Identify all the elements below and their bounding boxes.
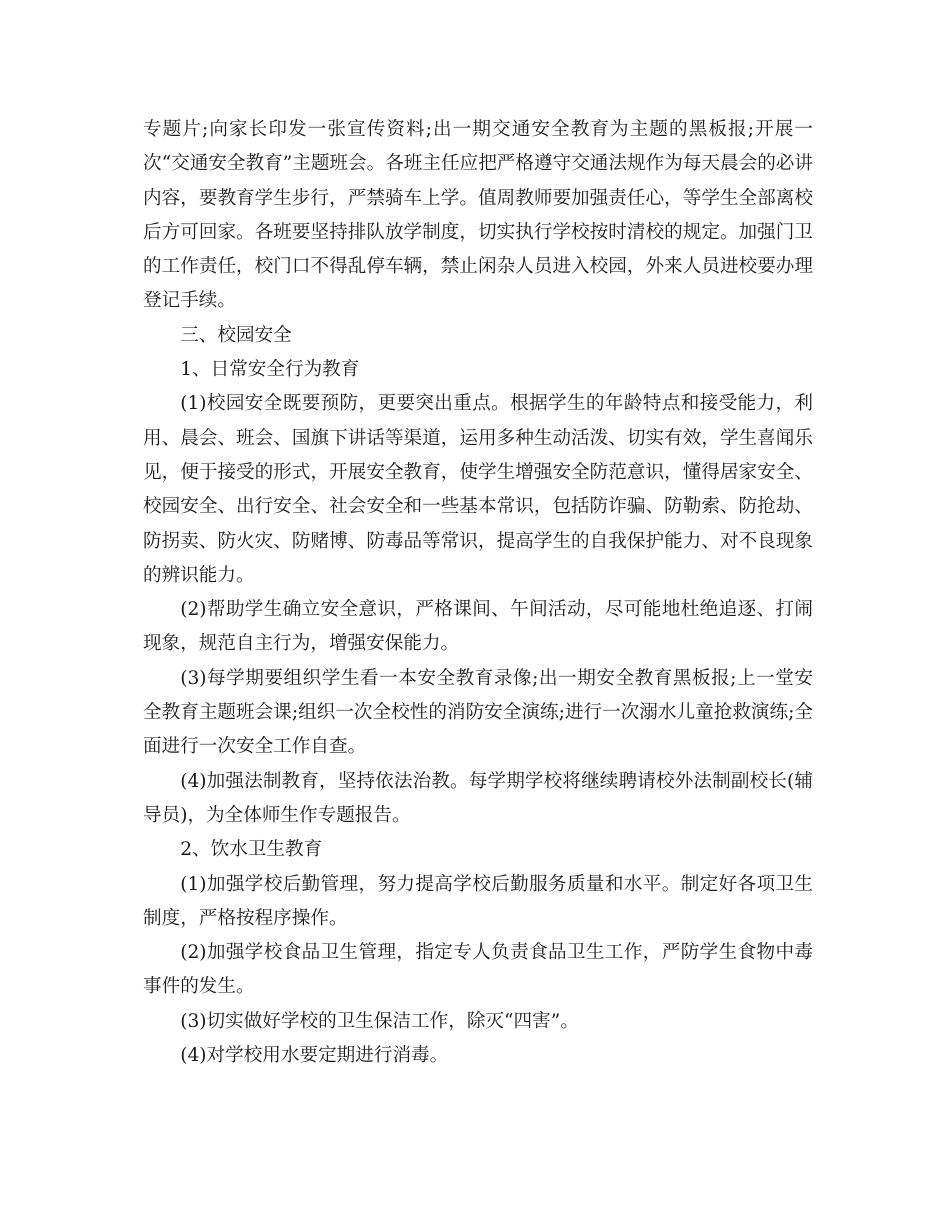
heading-campus-safety: 三、校园安全 bbox=[180, 324, 292, 346]
subheading-daily-safety-education: 1、日常安全行为教育 bbox=[180, 359, 360, 381]
paragraph-item-1: (1)校园安全既要预防，更要突出重点。根据学生的年龄特点和接受能力，利用、晨会、班会、国旗下讲话等渠道，运用多种生动活泼、切实有效，学生喜闻乐见，便于接受的形式，开展安全教育，使学生增强安全防范意识，懂得居家安全、校园安全、出行安全、社会安全和一些基本常识，包括防诈骗、防勒索、防抢劫、防拐卖、防火灾、防赌博、防毒品等常识，提高学生的自我保护能力、对不良现象的辨识能力。 bbox=[143, 393, 813, 586]
paragraph-hygiene-item-1: (1)加强学校后勤管理，努力提高学校后勤服务质量和水平。制定好各项卫生制度，严格按程序操作。 bbox=[143, 873, 813, 929]
subheading-water-hygiene-education: 2、饮水卫生教育 bbox=[180, 839, 323, 861]
paragraph-hygiene-item-3: (3)切实做好学校的卫生保洁工作，除灭“四害”。 bbox=[180, 1010, 579, 1032]
paragraph-item-3: (3)每学期要组织学生看一本安全教育录像;出一期安全教育黑板报;上一堂安全教育主题班会课;组织一次全校性的消防安全演练;进行一次溺水儿童抢救演练;全面进行一次安全工作自查。 bbox=[143, 667, 813, 758]
paragraph-item-4: (4)加强法制教育，坚持依法治教。每学期学校将继续聘请校外法制副校长(辅导员)，为全体师生作专题报告。 bbox=[143, 770, 813, 826]
paragraph-traffic-safety-continued: 专题片;向家长印发一张宣传资料;出一期交通安全教育为主题的黑板报;开展一次“交通安全教育”主题班会。各班主任应把严格遵守交通法规作为每天晨会的必讲内容，要教育学生步行，严禁骑车上学。值周教师要加强责任心，等学生全部离校后方可回家。各班要坚持排队放学制度，切实执行学校按时清校的规定。加强门卫的工作责任，校门口不得乱停车辆，禁止闲杂人员进入校园，外来人员进校要办理登记手续。 bbox=[143, 119, 813, 312]
document-page bbox=[143, 113, 813, 1073]
paragraph-hygiene-item-4: (4)对学校用水要定期进行消毒。 bbox=[180, 1045, 449, 1067]
paragraph-hygiene-item-2: (2)加强学校食品卫生管理，指定专人负责食品卫生工作，严防学生食物中毒事件的发生。 bbox=[143, 942, 813, 998]
paragraph-item-2: (2)帮助学生确立安全意识，严格课间、午间活动，尽可能地杜绝追逐、打闹现象，规范自主行为，增强安保能力。 bbox=[143, 599, 813, 655]
